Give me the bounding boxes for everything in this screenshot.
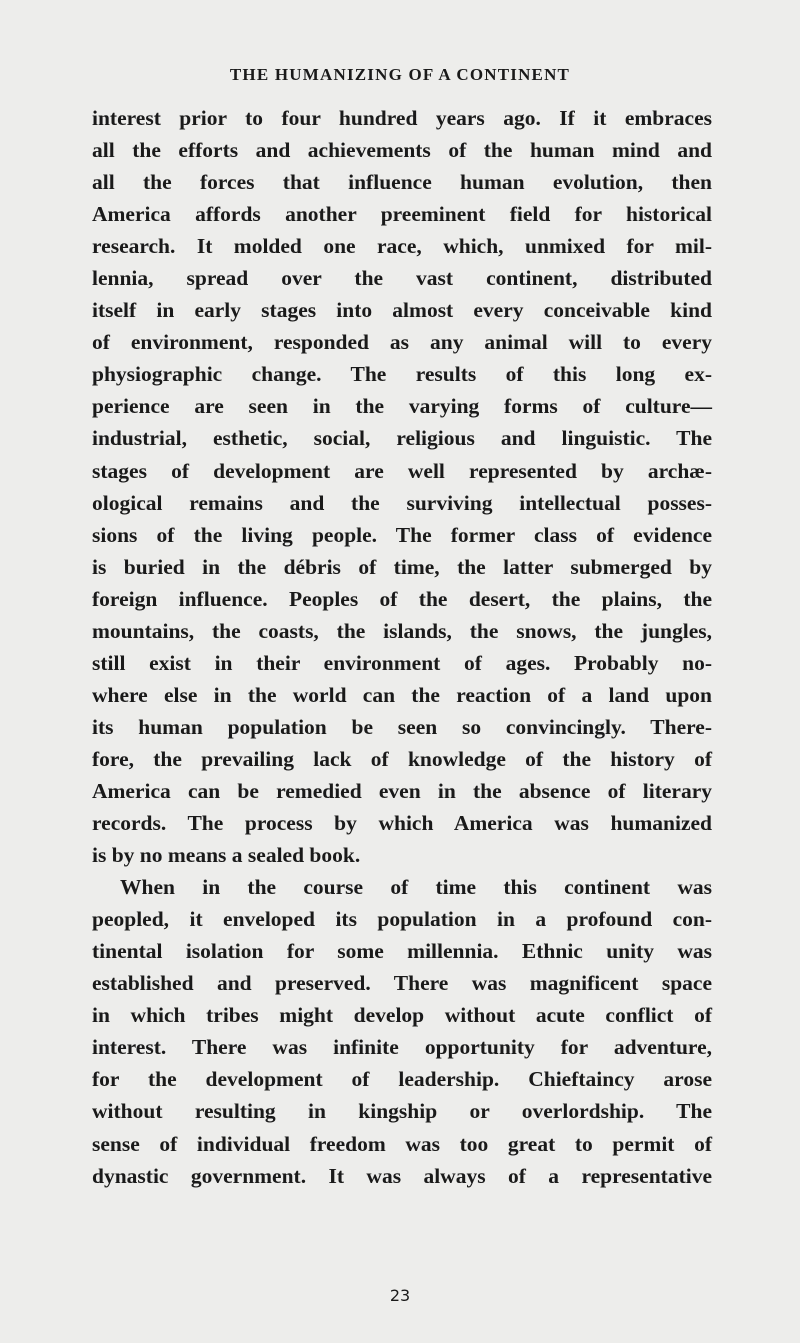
text-line: foreign influence. Peoples of the desert, the plains, the [92,586,712,611]
text-line: tinental isolation for some millennia. Ethnic unity was [92,939,712,964]
text-line: mountains, the coasts, the islands, the snows, the jungles, [92,618,712,643]
text-line: still exist in their environment of ages. Probably no- [92,650,712,675]
text-line: perience are seen in the varying forms of culture— [92,394,712,419]
text-line: America affords another preeminent field for historical [92,202,712,227]
text-line: fore, the prevailing lack of knowledge of the history of [92,746,712,771]
text-line: interest prior to four hundred years ago. If it embraces [92,106,712,130]
text-line: sions of the living people. The former class of evidence [92,522,712,547]
text-line: is buried in the débris of time, the latter submerged by [92,554,712,579]
text-line: When in the course of time this continent was [120,875,712,900]
text-line: sense of individual freedom was too great to permit of [92,1131,712,1156]
text-line: lennia, spread over the vast continent, distributed [92,266,712,291]
text-line: without resulting in kingship or overlordship. The [92,1099,712,1124]
page-number: 23 [389,1286,411,1305]
text-line: all the efforts and achievements of the human mind and [92,138,712,163]
text-line: dynastic government. It was always of a representative [92,1163,712,1188]
text-line: interest. There was infinite opportunity for adventure, [92,1035,712,1060]
text-line: its human population be seen so convincingly. There- [92,714,712,739]
running-head: THE HUMANIZING OF A CONTINENT [229,65,571,84]
text-line: research. It molded one race, which, unmixed for mil- [92,234,712,259]
text-line: stages of development are well represented by archæ- [92,458,712,483]
text-line: industrial, esthetic, social, religious and linguistic. The [92,426,712,451]
text-line: physiographic change. The results of this long ex- [92,362,712,387]
text-line: established and preserved. There was magnificent space [92,971,712,996]
text-line: is by no means a sealed book. [92,843,361,868]
text-line: of environment, responded as any animal will to every [92,330,712,355]
text-line: all the forces that influence human evolution, then [92,170,712,195]
text-line: America can be remedied even in the absence of literary [92,778,712,803]
text-line: in which tribes might develop without acute conflict of [92,1003,712,1028]
text-line: for the development of leadership. Chieftaincy arose [92,1067,712,1092]
text-line: where else in the world can the reaction of a land upon [92,682,712,707]
text-line: peopled, it enveloped its population in a profound con- [92,907,712,932]
text-line: records. The process by which America was humanized [92,811,712,836]
body-text [92,102,712,1192]
text-line: itself in early stages into almost every conceivable kind [92,298,712,323]
text-line: ological remains and the surviving intellectual posses- [92,490,712,515]
